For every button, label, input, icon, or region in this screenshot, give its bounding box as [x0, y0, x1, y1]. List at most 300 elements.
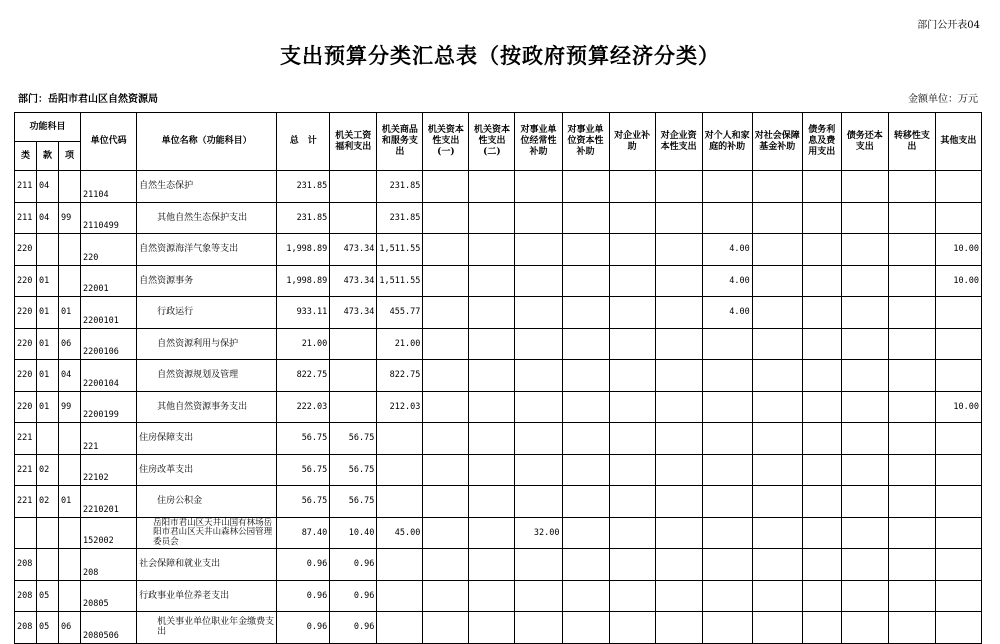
cell-c8 — [655, 517, 702, 549]
cell-c11 — [802, 423, 841, 455]
cell-c3 — [423, 171, 469, 203]
cell-c5 — [515, 234, 562, 266]
cell-c14 — [935, 360, 981, 392]
cell-c2: 822.75 — [377, 360, 423, 392]
table-row — [15, 517, 982, 549]
cell-c10 — [752, 234, 802, 266]
cell-c7 — [609, 234, 655, 266]
cell-c13 — [888, 423, 935, 455]
table-row — [15, 297, 982, 329]
cell-c8 — [655, 423, 702, 455]
unit-label: 金额单位：万元 — [908, 94, 978, 105]
cell-c4 — [469, 486, 515, 518]
cell-c11 — [802, 171, 841, 203]
cell-c11 — [802, 549, 841, 581]
cell-c6 — [562, 580, 609, 612]
cell-c11 — [802, 234, 841, 266]
header-c1: 机关工资福利支出 — [330, 113, 377, 171]
cell-c4 — [469, 297, 515, 329]
cell-c11 — [802, 454, 841, 486]
cell-c5 — [515, 328, 562, 360]
cell-c2 — [377, 580, 423, 612]
cell-c6 — [562, 423, 609, 455]
cell-c3 — [423, 297, 469, 329]
cell-xiang — [59, 517, 81, 549]
cell-c4 — [469, 423, 515, 455]
cell-c10 — [752, 265, 802, 297]
cell-kuan: 05 — [37, 612, 59, 644]
table-row — [15, 171, 982, 203]
cell-c5 — [515, 454, 562, 486]
cell-code: 22001 — [81, 265, 137, 297]
cell-c5 — [515, 549, 562, 581]
cell-kuan: 01 — [37, 265, 59, 297]
cell-c1 — [330, 202, 377, 234]
cell-c7 — [609, 297, 655, 329]
cell-xiang — [59, 234, 81, 266]
cell-lei: 220 — [15, 265, 37, 297]
cell-c9 — [702, 549, 752, 581]
cell-c12 — [841, 297, 888, 329]
cell-lei: 221 — [15, 454, 37, 486]
cell-c8 — [655, 580, 702, 612]
cell-c7 — [609, 423, 655, 455]
cell-c9 — [702, 486, 752, 518]
table-row — [15, 202, 982, 234]
cell-c10 — [752, 297, 802, 329]
cell-lei: 220 — [15, 360, 37, 392]
cell-c12 — [841, 423, 888, 455]
header-xiang: 项 — [59, 142, 81, 171]
cell-c3 — [423, 328, 469, 360]
cell-c11 — [802, 328, 841, 360]
cell-c13 — [888, 517, 935, 549]
cell-name: 住房保障支出 — [137, 423, 277, 455]
cell-c10 — [752, 486, 802, 518]
cell-c1: 56.75 — [330, 423, 377, 455]
cell-total: 222.03 — [277, 391, 330, 423]
header-c3: 机关资本性支出(一) — [423, 113, 469, 171]
cell-c5 — [515, 423, 562, 455]
cell-lei: 221 — [15, 423, 37, 455]
cell-c8 — [655, 265, 702, 297]
cell-c14 — [935, 423, 981, 455]
cell-code: 2210201 — [81, 486, 137, 518]
cell-c5 — [515, 202, 562, 234]
header-c2: 机关商品和服务支出 — [377, 113, 423, 171]
cell-c4 — [469, 612, 515, 644]
header-c12: 债务还本支出 — [841, 113, 888, 171]
cell-c2: 455.77 — [377, 297, 423, 329]
cell-code: 2110499 — [81, 202, 137, 234]
cell-c4 — [469, 171, 515, 203]
cell-c8 — [655, 171, 702, 203]
table-row — [15, 423, 982, 455]
cell-c8 — [655, 549, 702, 581]
cell-lei: 211 — [15, 171, 37, 203]
cell-c9 — [702, 517, 752, 549]
cell-c5 — [515, 486, 562, 518]
cell-c11 — [802, 612, 841, 644]
cell-c4 — [469, 549, 515, 581]
cell-c1: 0.96 — [330, 612, 377, 644]
cell-c11 — [802, 297, 841, 329]
cell-kuan: 02 — [37, 454, 59, 486]
cell-c14 — [935, 517, 981, 549]
header-name: 单位名称（功能科目） — [137, 113, 277, 171]
cell-c5 — [515, 612, 562, 644]
cell-code: 221 — [81, 423, 137, 455]
cell-c13 — [888, 486, 935, 518]
table-row — [15, 612, 982, 644]
cell-kuan: 01 — [37, 297, 59, 329]
cell-c9 — [702, 391, 752, 423]
cell-c7 — [609, 486, 655, 518]
cell-c2: 231.85 — [377, 202, 423, 234]
cell-c9 — [702, 360, 752, 392]
cell-name: 行政事业单位养老支出 — [137, 580, 277, 612]
cell-c2: 45.00 — [377, 517, 423, 549]
cell-name: 住房改革支出 — [137, 454, 277, 486]
cell-c14 — [935, 297, 981, 329]
cell-kuan: 04 — [37, 171, 59, 203]
cell-total: 56.75 — [277, 486, 330, 518]
cell-total: 822.75 — [277, 360, 330, 392]
cell-code: 2200101 — [81, 297, 137, 329]
header-kuan: 款 — [37, 142, 59, 171]
header-c5: 对事业单位经常性补助 — [515, 113, 562, 171]
cell-c10 — [752, 360, 802, 392]
cell-lei: 221 — [15, 486, 37, 518]
header-c8: 对企业资本性支出 — [655, 113, 702, 171]
cell-c8 — [655, 486, 702, 518]
header-lei: 类 — [15, 142, 37, 171]
table-row — [15, 454, 982, 486]
cell-name: 岳阳市君山区天井山国有林场岳阳市君山区天井山森林公园管理委员会 — [137, 517, 277, 549]
table-row — [15, 391, 982, 423]
cell-c12 — [841, 202, 888, 234]
cell-total: 21.00 — [277, 328, 330, 360]
cell-c7 — [609, 202, 655, 234]
cell-c6 — [562, 612, 609, 644]
cell-c11 — [802, 580, 841, 612]
cell-c6 — [562, 454, 609, 486]
cell-c1: 0.96 — [330, 549, 377, 581]
cell-c11 — [802, 202, 841, 234]
cell-c8 — [655, 328, 702, 360]
cell-xiang: 04 — [59, 360, 81, 392]
cell-c14 — [935, 486, 981, 518]
cell-c2: 231.85 — [377, 171, 423, 203]
cell-code: 208 — [81, 549, 137, 581]
header-c9: 对个人和家庭的补助 — [702, 113, 752, 171]
cell-c9 — [702, 171, 752, 203]
cell-total: 0.96 — [277, 549, 330, 581]
header-total: 总 计 — [277, 113, 330, 171]
header-c13: 转移性支出 — [888, 113, 935, 171]
cell-kuan — [37, 234, 59, 266]
cell-xiang: 99 — [59, 391, 81, 423]
cell-c14 — [935, 549, 981, 581]
cell-name: 自然资源利用与保护 — [137, 328, 277, 360]
cell-c14 — [935, 171, 981, 203]
cell-xiang: 06 — [59, 612, 81, 644]
cell-c8 — [655, 234, 702, 266]
cell-c8 — [655, 391, 702, 423]
header-c14: 其他支出 — [935, 113, 981, 171]
cell-c11 — [802, 517, 841, 549]
cell-code: 152002 — [81, 517, 137, 549]
cell-kuan — [37, 517, 59, 549]
cell-c3 — [423, 202, 469, 234]
cell-c1: 56.75 — [330, 486, 377, 518]
header-c4: 机关资本性支出(二) — [469, 113, 515, 171]
cell-kuan: 01 — [37, 391, 59, 423]
cell-code: 2200106 — [81, 328, 137, 360]
cell-c7 — [609, 454, 655, 486]
cell-c13 — [888, 297, 935, 329]
cell-c11 — [802, 360, 841, 392]
cell-c3 — [423, 517, 469, 549]
cell-c2 — [377, 549, 423, 581]
cell-c4 — [469, 202, 515, 234]
cell-c10 — [752, 202, 802, 234]
cell-c7 — [609, 328, 655, 360]
cell-c13 — [888, 202, 935, 234]
cell-c4 — [469, 234, 515, 266]
cell-c7 — [609, 265, 655, 297]
cell-c6 — [562, 486, 609, 518]
cell-lei: 208 — [15, 549, 37, 581]
cell-c8 — [655, 202, 702, 234]
cell-c2: 1,511.55 — [377, 234, 423, 266]
cell-name: 自然资源海洋气象等支出 — [137, 234, 277, 266]
cell-lei: 220 — [15, 234, 37, 266]
cell-xiang: 99 — [59, 202, 81, 234]
cell-c1: 473.34 — [330, 297, 377, 329]
cell-c2: 21.00 — [377, 328, 423, 360]
cell-code: 20805 — [81, 580, 137, 612]
cell-xiang — [59, 549, 81, 581]
cell-c4 — [469, 517, 515, 549]
cell-c12 — [841, 486, 888, 518]
cell-c9 — [702, 612, 752, 644]
cell-c10 — [752, 454, 802, 486]
cell-c3 — [423, 423, 469, 455]
cell-xiang: 06 — [59, 328, 81, 360]
header-code: 单位代码 — [81, 113, 137, 171]
cell-c6 — [562, 328, 609, 360]
cell-c5 — [515, 171, 562, 203]
cell-c9 — [702, 202, 752, 234]
cell-c2: 212.03 — [377, 391, 423, 423]
cell-code: 22102 — [81, 454, 137, 486]
cell-c11 — [802, 391, 841, 423]
cell-c6 — [562, 202, 609, 234]
cell-c13 — [888, 234, 935, 266]
cell-c13 — [888, 391, 935, 423]
cell-total: 56.75 — [277, 454, 330, 486]
cell-c12 — [841, 360, 888, 392]
cell-kuan — [37, 549, 59, 581]
cell-c7 — [609, 171, 655, 203]
cell-c8 — [655, 612, 702, 644]
cell-c10 — [752, 171, 802, 203]
cell-c14 — [935, 454, 981, 486]
cell-c2 — [377, 612, 423, 644]
cell-c6 — [562, 549, 609, 581]
cell-c12 — [841, 328, 888, 360]
cell-total: 1,998.89 — [277, 234, 330, 266]
table-row — [15, 328, 982, 360]
cell-c10 — [752, 391, 802, 423]
cell-name: 自然资源规划及管理 — [137, 360, 277, 392]
cell-c13 — [888, 328, 935, 360]
cell-c12 — [841, 234, 888, 266]
cell-c4 — [469, 265, 515, 297]
cell-c1 — [330, 171, 377, 203]
cell-total: 87.40 — [277, 517, 330, 549]
cell-c9 — [702, 454, 752, 486]
cell-c7 — [609, 549, 655, 581]
cell-xiang: 01 — [59, 486, 81, 518]
cell-code: 21104 — [81, 171, 137, 203]
cell-c7 — [609, 517, 655, 549]
cell-c7 — [609, 391, 655, 423]
cell-name: 住房公积金 — [137, 486, 277, 518]
table-row — [15, 234, 982, 266]
cell-c10 — [752, 517, 802, 549]
cell-kuan: 05 — [37, 580, 59, 612]
cell-c1: 473.34 — [330, 234, 377, 266]
cell-c8 — [655, 360, 702, 392]
cell-c14 — [935, 328, 981, 360]
department-label: 部门：岳阳市君山区自然资源局 — [18, 94, 158, 105]
cell-c3 — [423, 549, 469, 581]
form-number: 部门公开表04 — [917, 20, 980, 31]
cell-c2 — [377, 423, 423, 455]
table-body — [15, 171, 982, 644]
cell-c8 — [655, 454, 702, 486]
cell-c6 — [562, 171, 609, 203]
cell-c1: 473.34 — [330, 265, 377, 297]
cell-c5 — [515, 580, 562, 612]
cell-kuan: 04 — [37, 202, 59, 234]
cell-c14 — [935, 580, 981, 612]
table-row — [15, 580, 982, 612]
cell-c1: 10.40 — [330, 517, 377, 549]
cell-kuan: 01 — [37, 328, 59, 360]
cell-total: 56.75 — [277, 423, 330, 455]
cell-name: 自然资源事务 — [137, 265, 277, 297]
cell-c6 — [562, 234, 609, 266]
header-c10: 对社会保障基金补助 — [752, 113, 802, 171]
cell-c13 — [888, 265, 935, 297]
cell-c6 — [562, 360, 609, 392]
cell-c1 — [330, 328, 377, 360]
cell-name: 机关事业单位职业年金缴费支出 — [137, 612, 277, 644]
cell-total: 933.11 — [277, 297, 330, 329]
cell-lei: 208 — [15, 580, 37, 612]
cell-c10 — [752, 328, 802, 360]
cell-c8 — [655, 297, 702, 329]
cell-c1 — [330, 360, 377, 392]
table-row — [15, 360, 982, 392]
cell-c13 — [888, 612, 935, 644]
cell-c2 — [377, 486, 423, 518]
cell-lei — [15, 517, 37, 549]
cell-xiang — [59, 171, 81, 203]
cell-c9 — [702, 580, 752, 612]
cell-c12 — [841, 549, 888, 581]
cell-kuan — [37, 423, 59, 455]
cell-name: 行政运行 — [137, 297, 277, 329]
cell-xiang — [59, 454, 81, 486]
cell-kuan: 01 — [37, 360, 59, 392]
cell-c3 — [423, 486, 469, 518]
cell-c11 — [802, 486, 841, 518]
cell-c3 — [423, 612, 469, 644]
cell-c10 — [752, 549, 802, 581]
cell-c9: 4.00 — [702, 265, 752, 297]
cell-lei: 220 — [15, 328, 37, 360]
cell-c3 — [423, 265, 469, 297]
cell-c14: 10.00 — [935, 265, 981, 297]
cell-c6 — [562, 265, 609, 297]
cell-c7 — [609, 612, 655, 644]
cell-c1 — [330, 391, 377, 423]
table-row — [15, 549, 982, 581]
table-row — [15, 486, 982, 518]
cell-c3 — [423, 454, 469, 486]
cell-c5: 32.00 — [515, 517, 562, 549]
cell-c5 — [515, 391, 562, 423]
cell-c9: 4.00 — [702, 297, 752, 329]
cell-c3 — [423, 360, 469, 392]
cell-total: 231.85 — [277, 171, 330, 203]
cell-c2: 1,511.55 — [377, 265, 423, 297]
cell-c3 — [423, 391, 469, 423]
cell-name: 自然生态保护 — [137, 171, 277, 203]
cell-c3 — [423, 580, 469, 612]
cell-lei: 208 — [15, 612, 37, 644]
cell-lei: 220 — [15, 297, 37, 329]
cell-c7 — [609, 580, 655, 612]
cell-c5 — [515, 265, 562, 297]
cell-c10 — [752, 612, 802, 644]
cell-c6 — [562, 517, 609, 549]
cell-c12 — [841, 171, 888, 203]
cell-c4 — [469, 360, 515, 392]
cell-total: 0.96 — [277, 612, 330, 644]
cell-c6 — [562, 391, 609, 423]
cell-c4 — [469, 391, 515, 423]
cell-c2 — [377, 454, 423, 486]
cell-c3 — [423, 234, 469, 266]
page-title: 支出预算分类汇总表（按政府预算经济分类） — [280, 43, 720, 68]
cell-c10 — [752, 580, 802, 612]
cell-c12 — [841, 612, 888, 644]
cell-c14: 10.00 — [935, 391, 981, 423]
cell-c12 — [841, 454, 888, 486]
cell-c1: 56.75 — [330, 454, 377, 486]
budget-table — [14, 112, 982, 644]
cell-c10 — [752, 423, 802, 455]
cell-lei: 211 — [15, 202, 37, 234]
cell-c6 — [562, 297, 609, 329]
table-row — [15, 265, 982, 297]
cell-c9 — [702, 328, 752, 360]
